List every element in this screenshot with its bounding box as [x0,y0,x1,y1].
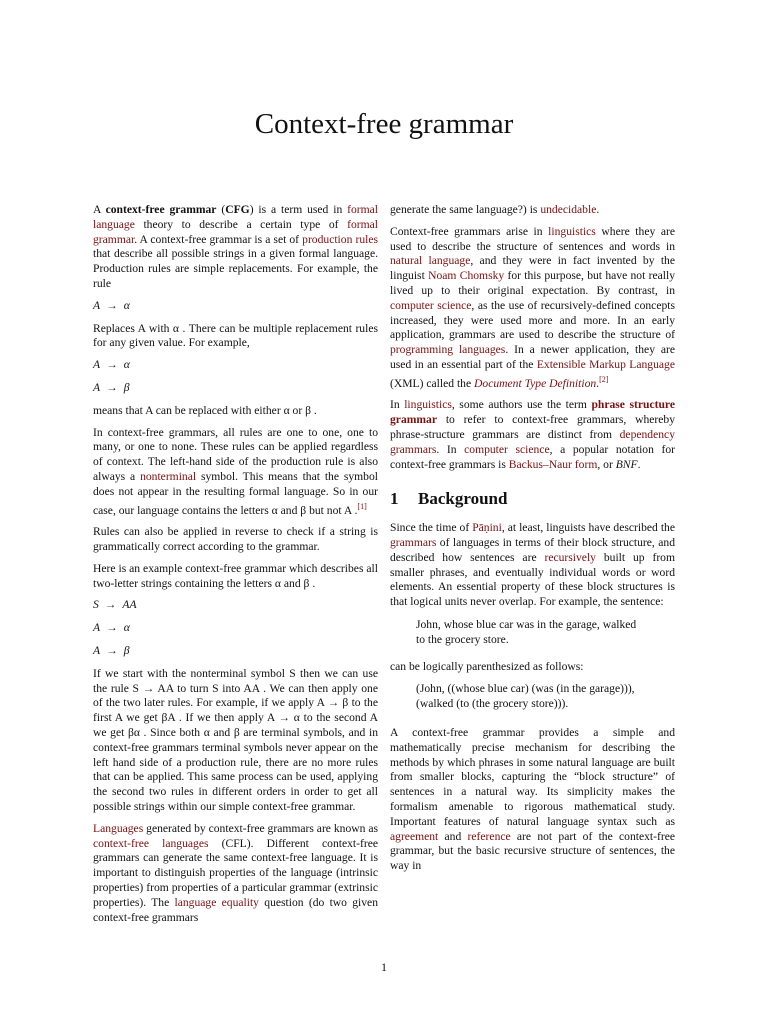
rule-a-to-alpha-2: A → α [93,358,130,372]
background-paragraph: Since the time of Pāṇini, at least, linguists have described the grammars of languages in terms of their block structure, and described how sentences are recursively built up from smaller phrases, and eventually individual words or word elements. An essential property of these block structures is that logical units never overlap. For example, the sentence: [390,521,675,609]
link-xml[interactable]: Extensible Markup Language [536,357,675,371]
languages-paragraph: Languages generated by context-free grammars are known as context-free languages (CFL). Different context-free grammars can generate the same context-free language. It is important to distinguish properties of the language (intrinsic properties) from properties of a particular grammar (extrinsic properties). The language equality question (do two given context-free grammars [93,821,379,924]
rule-s-to-aa: S → AA [93,598,137,612]
page-title: Context-free grammar [254,108,514,140]
citation-1[interactable]: [1] [357,501,367,511]
link-formal-grammar[interactable]: formal grammar [93,217,378,246]
rule-a-to-beta-2: A → β [93,643,130,657]
link-recursively[interactable]: recursively [544,550,596,564]
term-cfg-abbrev: CFG [225,203,250,216]
link-computer-science-2[interactable]: computer science [464,442,550,456]
link-production-rules[interactable]: production rules [302,232,378,246]
rule-a-to-alpha: A → α [93,298,130,312]
link-agreement[interactable]: agreement [390,829,439,843]
linguistics-paragraph: Context-free grammars arise in linguistics where they are used to describe the structure of sentences and words in natural language, and they were in fact invented by the linguist Noam Chomsky for this purpose, but have not really lived up to their original expectation. By contrast, in computer science, as the use of recursively-defined concepts increased, they were used more and more. In an early application, grammars are used to describe the structure of programming languages. In a newer application, they are used in an essential part of the Extensible Markup Language (XML) called the Document Type Definition.[2] [390,224,676,390]
link-linguistics[interactable]: linguistics [548,224,596,238]
link-dtd[interactable]: Document Type Definition [474,376,597,390]
intro-paragraph: A context-free grammar (CFG) is a term used in formal language theory to describe a certain type of formal grammar. A context-free grammar is a set of production rules that describe all possible strings in a given formal language. Production rules are simple replacements. For example, the rule [93,203,378,290]
citation-2[interactable]: [2] [599,374,609,384]
context-free-rules-paragraph: In context-free grammars, all rules are one to one, one to many, or one to none. These rules can be applied regardless of context. The left-hand side of the production rule is also always a nonterminal symbol. This means that the symbol does not appear in the resulting formal language. So in our case, our language contains the letters α and β but not A .[1] [93,425,378,517]
section-heading-background: 1 Background [390,489,508,509]
link-dependency-grammars[interactable]: dependency grammars [390,428,675,456]
mechanism-paragraph: A context-free grammar provides a simple and mathematically precise mechanism for describing the methods by which phrases in some natural language are built from smaller blocks, capturing the “block structure” of sentences in a natural way. Its simplicity makes the formalism amenable to rigorous mathematical study. Important features of natural language syntax such as agreement and reference are not part of the context-free grammar, but the basic recursive structure of sentences, the way in [390,725,676,873]
rule-a-to-beta: A → β [93,380,130,394]
link-natural-language[interactable]: natural language [390,254,471,268]
link-languages[interactable]: Languages [93,821,144,835]
bnf-abbrev: BNF [615,457,638,471]
link-language-equality[interactable]: language equality [174,895,259,909]
link-phrase-structure-grammar[interactable]: phrase structure grammar [390,398,675,427]
link-panini[interactable]: Pāṇini [472,521,502,535]
link-linguistics-2[interactable]: linguistics [404,398,452,412]
left-column [93,203,378,932]
undecidable-paragraph: generate the same language?) is undecidable. [390,203,600,216]
link-formal-language[interactable]: formal language [93,203,378,231]
link-reference[interactable]: reference [467,829,511,843]
parenthesized-quote: (John, ((whose blue car) (was (in the garage))), (walked (to (the grocery store))). [416,682,635,711]
rule-a-to-alpha-3: A → α [93,621,130,635]
means-paragraph: means that A can be replaced with either α or β . [93,403,317,417]
right-column [390,203,675,881]
link-grammars[interactable]: grammars [390,536,437,549]
link-noam-chomsky[interactable]: Noam Chomsky [428,269,505,283]
parenthesized-intro: can be logically parenthesized as follows: [390,659,584,673]
reverse-rules-paragraph: Rules can also be applied in reverse to check if a string is grammatically correct according to the grammar. [93,525,378,553]
example-sentence-quote: John, whose blue car was in the garage, walked to the grocery store. [416,617,637,646]
link-computer-science[interactable]: computer science [390,298,472,312]
example-grammar-paragraph: Here is an example context-free grammar which describes all two-letter strings containing the letters α and β . [93,561,378,590]
link-backus-naur-form[interactable]: Backus–Naur form [508,457,598,471]
term-cfg: context-free grammar [105,203,217,216]
phrase-structure-paragraph: In linguistics, some authors use the term phrase structure grammar to refer to context-free grammars, whereby phrase-structure grammars are distinct from dependency grammars. In computer science, a popular notation for context-free grammars is Backus–Naur form, or BNF. [390,398,675,471]
derivation-paragraph: If we start with the nonterminal symbol S then we can use the rule S → AA to turn S into AA . We can then apply one of the two later rules. For example, if we apply A → β to the first A we get βA . If we then apply A → α to the second A we get βα . Since both α and β are terminal symbols, and in context-free grammars terminal symbols never appear on the left hand side of a production rule, there are no more rules that can be applied. This same process can be used, applying the second two rules in different orders in order to get all possible strings within our simple context-free grammar. [93,666,378,813]
link-nonterminal[interactable]: nonterminal [140,469,197,483]
link-context-free-languages[interactable]: context-free languages [93,836,209,850]
replaces-paragraph: Replaces A with α . There can be multiple replacement rules for any given value. For example, [93,321,378,350]
link-programming-languages[interactable]: programming languages [390,343,506,357]
link-undecidable[interactable]: undecidable [540,203,597,216]
page-number: 1 [381,960,387,974]
